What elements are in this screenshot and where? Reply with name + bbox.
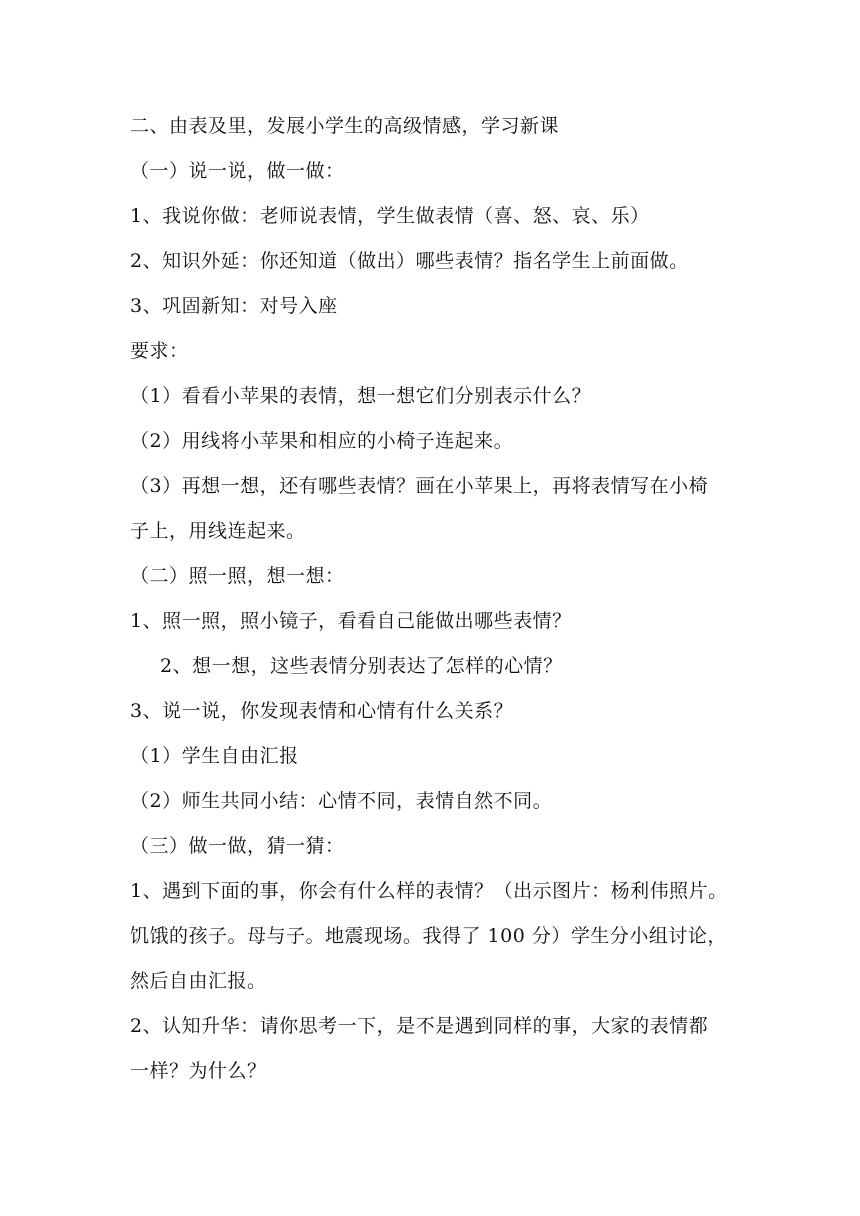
paragraph-line: 3、说一说，你发现表情和心情有什么关系？: [130, 700, 514, 722]
paragraph-line: 3、巩固新知：对号入座: [130, 295, 338, 317]
list-item: （1）看看小苹果的表情，想一想它们分别表示什么？: [130, 385, 592, 407]
subsection-heading: （三）做一做，猜一猜：: [130, 835, 345, 857]
list-item: （2）师生共同小结：心情不同，表情自然不同。: [130, 790, 553, 812]
list-item: （3）再想一想，还有哪些表情？画在小苹果上，再将表情写在小椅: [130, 475, 709, 497]
paragraph-line: 2、知识外延：你还知道（做出）哪些表情？指名学生上前面做。: [130, 250, 689, 272]
paragraph-line: 1、照一照，照小镜子，看看自己能做出哪些表情？: [130, 610, 572, 632]
paragraph-line: 2、想一想，这些表情分别表达了怎样的心情？: [160, 655, 563, 677]
paragraph-line: 然后自由汇报。: [130, 970, 267, 992]
subsection-heading: （一）说一说，做一做：: [130, 160, 345, 182]
paragraph-line: 1、遇到下面的事，你会有什么样的表情？（出示图片：杨利伟照片。: [130, 880, 728, 902]
list-item: （2）用线将小苹果和相应的小椅子连起来。: [130, 430, 514, 452]
paragraph-line: 要求：: [130, 340, 189, 362]
section-heading: 二、由表及里，发展小学生的高级情感，学习新课: [130, 115, 560, 137]
subsection-heading: （二）照一照，想一想：: [130, 565, 345, 587]
paragraph-line: 1、我说你做：老师说表情，学生做表情（喜、怒、哀、乐）: [130, 205, 650, 227]
paragraph-line: 一样？为什么？: [130, 1060, 267, 1082]
paragraph-line: 子上，用线连起来。: [130, 520, 306, 542]
paragraph-line: 饥饿的孩子。母与子。地震现场。我得了 100 分）学生分小组讨论，: [130, 925, 727, 947]
list-item: （1）学生自由汇报: [130, 745, 299, 767]
paragraph-line: 2、认知升华：请你思考一下，是不是遇到同样的事，大家的表情都: [130, 1015, 709, 1037]
